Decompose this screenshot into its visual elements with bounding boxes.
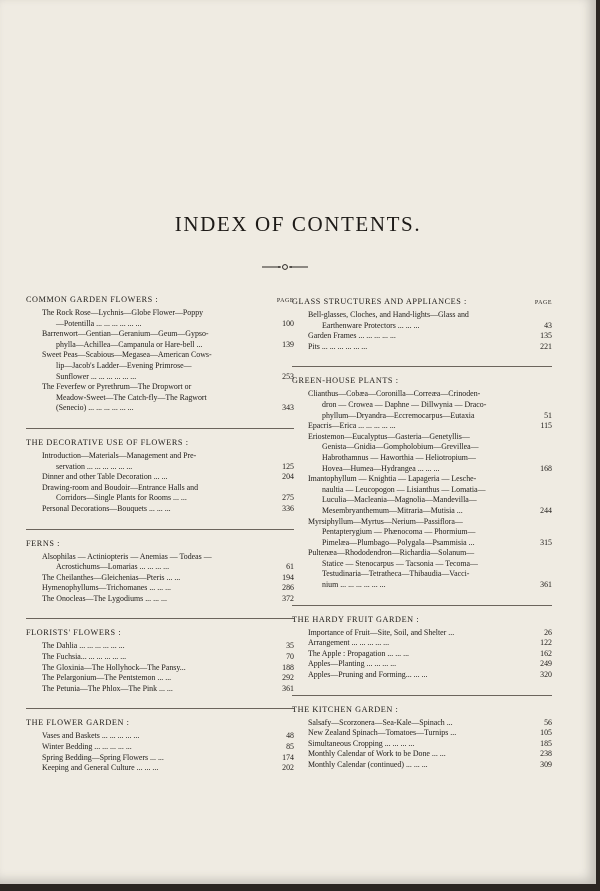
entry-page-number: 188 bbox=[282, 662, 294, 672]
section-divider bbox=[26, 618, 294, 619]
index-entry bbox=[26, 742, 294, 753]
entry-text bbox=[308, 432, 530, 474]
index-entry bbox=[26, 663, 294, 674]
section-divider bbox=[292, 366, 552, 367]
entry-page-number: 202 bbox=[282, 763, 294, 773]
entry-text bbox=[42, 652, 272, 663]
entry-text bbox=[42, 663, 272, 674]
entry-text bbox=[308, 421, 530, 432]
entry-page-number: 26 bbox=[544, 627, 552, 637]
entry-line: Luculia—Macleania—Magnolia—Mandevilla— bbox=[322, 495, 477, 505]
section-title: THE DECORATIVE USE OF FLOWERS : bbox=[26, 437, 189, 447]
index-entry bbox=[292, 389, 552, 421]
index-section bbox=[26, 295, 294, 414]
section-title: GLASS STRUCTURES AND APPLIANCES : bbox=[292, 297, 467, 306]
entry-line: Corridors—Single Plants for Rooms ... ... bbox=[56, 493, 187, 503]
index-entry bbox=[292, 760, 552, 771]
page-column-header: PAGE bbox=[276, 298, 294, 304]
index-entry bbox=[292, 718, 552, 729]
entry-line: Sweet Peas—Scabious—Megasea—American Cows- bbox=[42, 350, 212, 360]
index-entry bbox=[26, 583, 294, 594]
entry-page-number: 115 bbox=[540, 421, 552, 431]
index-entry bbox=[26, 350, 294, 382]
section-header bbox=[26, 628, 294, 637]
entry-line: Statice — Stenocarpus — Tacsonia — Tecoma— bbox=[322, 558, 478, 568]
entry-line: The Pelargonium—The Pentstemon ... ... bbox=[42, 673, 172, 683]
entry-line: Eriostemon—Eucalyptus—Gasteria—Genetyllis— bbox=[308, 431, 470, 441]
entry-page-number: 336 bbox=[282, 503, 294, 513]
entry-page-number: 174 bbox=[282, 752, 294, 762]
entry-line: New Zealand Spinach—Tomatoes—Turnips ... bbox=[308, 728, 457, 738]
entry-line: Simultaneous Cropping ... ... ... ... bbox=[308, 738, 415, 748]
section-header bbox=[292, 376, 552, 385]
index-entry bbox=[26, 329, 294, 350]
entry-text bbox=[308, 670, 530, 681]
entry-text bbox=[42, 552, 272, 573]
entry-text bbox=[308, 548, 530, 590]
index-section bbox=[292, 605, 552, 681]
entry-text bbox=[42, 350, 272, 382]
entry-text bbox=[308, 659, 530, 670]
index-entry bbox=[26, 731, 294, 742]
entry-text bbox=[42, 382, 272, 414]
index-section bbox=[26, 618, 294, 694]
entry-text bbox=[308, 389, 530, 421]
entry-text bbox=[308, 649, 530, 660]
entry-page-number: 372 bbox=[282, 593, 294, 603]
entry-text bbox=[308, 331, 530, 342]
entry-line: Testudinaria—Tetratheca—Thibaudia—Vacci- bbox=[322, 569, 470, 579]
section-title: FLORISTS' FLOWERS : bbox=[26, 628, 122, 638]
entry-page-number: 61 bbox=[286, 562, 294, 572]
entry-line: Apples—Planting ... ... ... ... bbox=[308, 659, 397, 669]
entry-text bbox=[42, 742, 272, 753]
index-entry bbox=[292, 474, 552, 516]
entry-text bbox=[42, 731, 272, 742]
entry-page-number: 43 bbox=[544, 320, 552, 330]
index-entry bbox=[26, 641, 294, 652]
entry-line: Dinner and other Table Decoration ... ... bbox=[42, 472, 168, 482]
index-section bbox=[26, 428, 294, 515]
section-header bbox=[292, 297, 552, 306]
index-entry bbox=[292, 659, 552, 670]
section-header bbox=[26, 438, 294, 447]
entry-line: Genista—Gnidia—Gompholobium—Grevillea— bbox=[322, 442, 479, 452]
entry-line: Bell-glasses, Cloches, and Hand-lights—Glass and bbox=[308, 310, 469, 319]
index-section bbox=[292, 366, 552, 590]
entry-text bbox=[42, 763, 272, 774]
entry-page-number: 253 bbox=[282, 371, 294, 381]
entry-page-number: 361 bbox=[282, 683, 294, 693]
entry-text bbox=[42, 329, 272, 350]
entry-page-number: 35 bbox=[286, 641, 294, 651]
entry-text bbox=[42, 472, 272, 483]
index-entry bbox=[292, 739, 552, 750]
entry-line: The Onocleas—The Lygodiums ... ... ... bbox=[42, 593, 167, 603]
section-title: THE HARDY FRUIT GARDEN : bbox=[292, 614, 420, 624]
entry-line: Pits ... ... ... ... ... ... bbox=[308, 341, 368, 351]
entry-line: Imantophyllum — Knightia — Lapageria — Lesche- bbox=[308, 474, 477, 484]
entry-page-number: 70 bbox=[286, 652, 294, 662]
entry-page-number: 286 bbox=[282, 583, 294, 593]
section-header bbox=[292, 705, 552, 714]
entry-line: Sunflower ... ... ... ... ... ... bbox=[56, 371, 137, 381]
entry-text bbox=[308, 718, 530, 729]
index-entry bbox=[292, 548, 552, 590]
entry-line: naultia — Leucopogon — Lisianthus — Lomatia— bbox=[322, 484, 486, 494]
index-entry bbox=[292, 342, 552, 353]
index-section bbox=[26, 708, 294, 773]
entry-page-number: 122 bbox=[540, 638, 552, 648]
right-column bbox=[292, 297, 552, 785]
index-entry bbox=[26, 552, 294, 573]
entry-text bbox=[308, 628, 530, 639]
entry-line: Importance of Fruit—Site, Soil, and Shelter ... bbox=[308, 627, 455, 637]
index-entry bbox=[26, 684, 294, 695]
entry-line: servation ... ... ... ... ... ... bbox=[56, 461, 133, 471]
index-section bbox=[292, 695, 552, 771]
entry-page-number: 48 bbox=[286, 731, 294, 741]
index-entry bbox=[292, 649, 552, 660]
section-header bbox=[292, 615, 552, 624]
entry-line: The Dahlia ... ... ... ... ... ... bbox=[42, 641, 125, 651]
entry-page-number: 125 bbox=[282, 461, 294, 471]
entry-line: The Fuchsia... ... ... ... ... ... bbox=[42, 652, 127, 662]
entry-line: Hymenophyllums—Trichomanes ... ... ... bbox=[42, 583, 172, 593]
entry-text bbox=[308, 342, 530, 353]
entry-line: Pimelæa—Plumbago—Polygala—Psammisia ... bbox=[322, 537, 475, 547]
entry-page-number: 244 bbox=[540, 505, 552, 515]
entry-text bbox=[42, 684, 272, 695]
entry-line: Drawing-room and Boudoir—Entrance Halls and bbox=[42, 482, 199, 492]
entry-text bbox=[308, 749, 530, 760]
entry-line: Barrenwort—Gentian—Geranium—Geum—Gypso- bbox=[42, 329, 209, 339]
index-entry bbox=[26, 673, 294, 684]
entry-line: Spring Bedding—Spring Flowers ... ... bbox=[42, 752, 164, 762]
section-divider bbox=[26, 529, 294, 530]
index-entry bbox=[292, 517, 552, 549]
section-header bbox=[26, 295, 294, 304]
entry-line: Garden Frames ... ... ... ... ... bbox=[308, 331, 396, 341]
section-divider bbox=[26, 428, 294, 429]
entry-text bbox=[42, 594, 272, 605]
entry-text bbox=[308, 760, 530, 771]
entry-line: Vases and Baskets ... ... ... ... ... bbox=[42, 731, 140, 741]
entry-line: lip—Jacob's Ladder—Evening Primrose— bbox=[56, 360, 192, 370]
index-entry bbox=[26, 753, 294, 764]
entry-line: The Petunia—The Phlox—The Pink ... ... bbox=[42, 683, 173, 693]
entry-line: Keeping and General Culture ... ... ... bbox=[42, 763, 159, 773]
index-entry bbox=[26, 573, 294, 584]
entry-line: Habrothamnus — Haworthia — Heliotropium— bbox=[322, 452, 476, 462]
section-header bbox=[26, 718, 294, 727]
entry-page-number: 292 bbox=[282, 673, 294, 683]
index-entry bbox=[26, 451, 294, 472]
entry-line: The Gloxinia—The Hollyhock—The Pansy... bbox=[42, 662, 186, 672]
index-entry bbox=[26, 382, 294, 414]
entry-page-number: 139 bbox=[282, 339, 294, 349]
entry-line: Meadow-Sweet—The Catch-fly—The Ragwort bbox=[56, 392, 207, 402]
entry-page-number: 135 bbox=[540, 331, 552, 341]
entry-line: The Apple : Propagation ... ... ... bbox=[308, 648, 410, 658]
entry-line: (Senecio) ... ... ... ... ... ... bbox=[56, 403, 134, 413]
entry-page-number: 168 bbox=[540, 463, 552, 473]
entry-text bbox=[42, 451, 272, 472]
section-title: FERNS : bbox=[26, 538, 61, 548]
entry-page-number: 194 bbox=[282, 572, 294, 582]
entry-text bbox=[308, 739, 530, 750]
entry-page-number: 315 bbox=[540, 537, 552, 547]
entry-text bbox=[308, 728, 530, 739]
entry-line: Hovea—Humea—Hydrangea ... ... ... bbox=[322, 463, 440, 473]
entry-line: Winter Bedding ... ... ... ... ... bbox=[42, 742, 132, 752]
entry-line: The Feverfew or Pyrethrum—The Dropwort or bbox=[42, 382, 192, 392]
entry-text bbox=[308, 474, 530, 516]
index-entry bbox=[292, 331, 552, 342]
index-entry bbox=[292, 310, 552, 331]
index-entry bbox=[26, 763, 294, 774]
entry-text bbox=[308, 638, 530, 649]
section-header bbox=[26, 539, 294, 548]
entry-text bbox=[42, 583, 272, 594]
entry-line: Earthenware Protectors ... ... ... bbox=[322, 320, 420, 330]
index-entry bbox=[26, 472, 294, 483]
entry-line: Mesembryanthemum—Mitraria—Mutisia ... bbox=[322, 505, 463, 515]
index-entry bbox=[26, 308, 294, 329]
section-divider bbox=[292, 695, 552, 696]
entry-page-number: 105 bbox=[540, 728, 552, 738]
entry-text bbox=[42, 504, 272, 515]
entry-line: Clianthus—Cobæa—Coronilla—Correæa—Crinoden- bbox=[308, 389, 481, 399]
ornament-divider-icon bbox=[262, 262, 308, 272]
page-title: INDEX OF CONTENTS. bbox=[174, 212, 422, 236]
entry-page-number: 185 bbox=[540, 738, 552, 748]
section-title: COMMON GARDEN FLOWERS : bbox=[26, 295, 159, 304]
index-section bbox=[26, 529, 294, 605]
entry-page-number: 100 bbox=[282, 318, 294, 328]
entry-page-number: 238 bbox=[540, 749, 552, 759]
index-entry bbox=[292, 728, 552, 739]
entry-page-number: 221 bbox=[540, 341, 552, 351]
section-title: THE FLOWER GARDEN : bbox=[26, 718, 130, 728]
index-entry bbox=[292, 638, 552, 649]
entry-page-number: 162 bbox=[540, 648, 552, 658]
entry-line: Myrsiphyllum—Myrtus—Nerium—Passiflora— bbox=[308, 516, 463, 526]
entry-text bbox=[308, 517, 530, 549]
entry-page-number: 309 bbox=[540, 760, 552, 769]
entry-line: phylla—Achillea—Campanula or Hare-bell ... bbox=[56, 339, 203, 349]
section-divider bbox=[292, 605, 552, 606]
section-title: GREEN-HOUSE PLANTS : bbox=[292, 376, 399, 386]
entry-line: Arrangement ... ... ... ... ... bbox=[308, 638, 390, 648]
entry-page-number: 51 bbox=[544, 410, 552, 420]
entry-line: The Rock Rose—Lychnis—Globe Flower—Poppy bbox=[42, 308, 204, 317]
entry-line: Monthly Calendar (continued) ... ... ... bbox=[308, 760, 428, 769]
left-column bbox=[26, 295, 294, 788]
entry-line: Pultenæa—Rhododendron—Richardia—Solanum— bbox=[308, 548, 475, 558]
entry-line: phyllum—Dryandra—Eccremocarpus—Eutaxia bbox=[322, 410, 475, 420]
entry-line: Personal Decorations—Bouquets ... ... ... bbox=[42, 503, 171, 513]
entry-text bbox=[42, 673, 272, 684]
entry-line: Apples—Pruning and Forming... ... ... bbox=[308, 670, 428, 680]
entry-line: Salsafy—Scorzonera—Sea-Kale—Spinach ... bbox=[308, 717, 453, 727]
index-entry bbox=[26, 504, 294, 515]
entry-page-number: 343 bbox=[282, 403, 294, 413]
entry-line: Epacris—Erica ... ... ... ... ... bbox=[308, 421, 396, 431]
entry-text bbox=[42, 308, 272, 329]
index-section bbox=[292, 297, 552, 352]
index-entry bbox=[292, 432, 552, 474]
entry-line: dron — Crowea — Daphne — Dillwynia — Draco- bbox=[322, 399, 487, 409]
entry-text bbox=[308, 310, 530, 331]
index-entry bbox=[26, 594, 294, 605]
entry-line: nium ... ... ... ... ... ... bbox=[322, 580, 386, 590]
entry-line: Monthly Calendar of Work to be Done ... ... bbox=[308, 749, 446, 759]
section-title: THE KITCHEN GARDEN : bbox=[292, 704, 399, 714]
index-entry bbox=[26, 483, 294, 504]
entry-line: Pentapterygium — Phænocoma — Phormium— bbox=[322, 527, 476, 537]
entry-line: The Cheilanthes—Gleichenias—Pteris ... ... bbox=[42, 572, 181, 582]
entry-line: Introduction—Materials—Management and Pre- bbox=[42, 450, 197, 460]
entry-line: Alsophilas — Actiniopteris — Anemias — Todeas — bbox=[42, 551, 212, 561]
entry-text bbox=[42, 573, 272, 584]
index-entry bbox=[292, 670, 552, 681]
section-divider bbox=[26, 708, 294, 709]
page-column-header: PAGE bbox=[534, 300, 552, 306]
entry-page-number: 275 bbox=[282, 493, 294, 503]
index-entry bbox=[292, 749, 552, 760]
entry-page-number: 320 bbox=[540, 670, 552, 680]
entry-text bbox=[42, 483, 272, 504]
entry-page-number: 249 bbox=[540, 659, 552, 669]
entry-line: —Potentilla ... ... ... ... ... ... bbox=[56, 318, 142, 328]
entry-page-number: 85 bbox=[286, 742, 294, 752]
entry-text bbox=[42, 641, 272, 652]
index-entry bbox=[292, 628, 552, 639]
index-entry bbox=[292, 421, 552, 432]
entry-page-number: 361 bbox=[540, 580, 552, 590]
entry-page-number: 204 bbox=[282, 472, 294, 482]
entry-line: Acrostichums—Lomarias ... ... ... ... bbox=[56, 562, 170, 572]
index-entry bbox=[26, 652, 294, 663]
entry-text bbox=[42, 753, 272, 764]
entry-page-number: 56 bbox=[544, 717, 552, 727]
